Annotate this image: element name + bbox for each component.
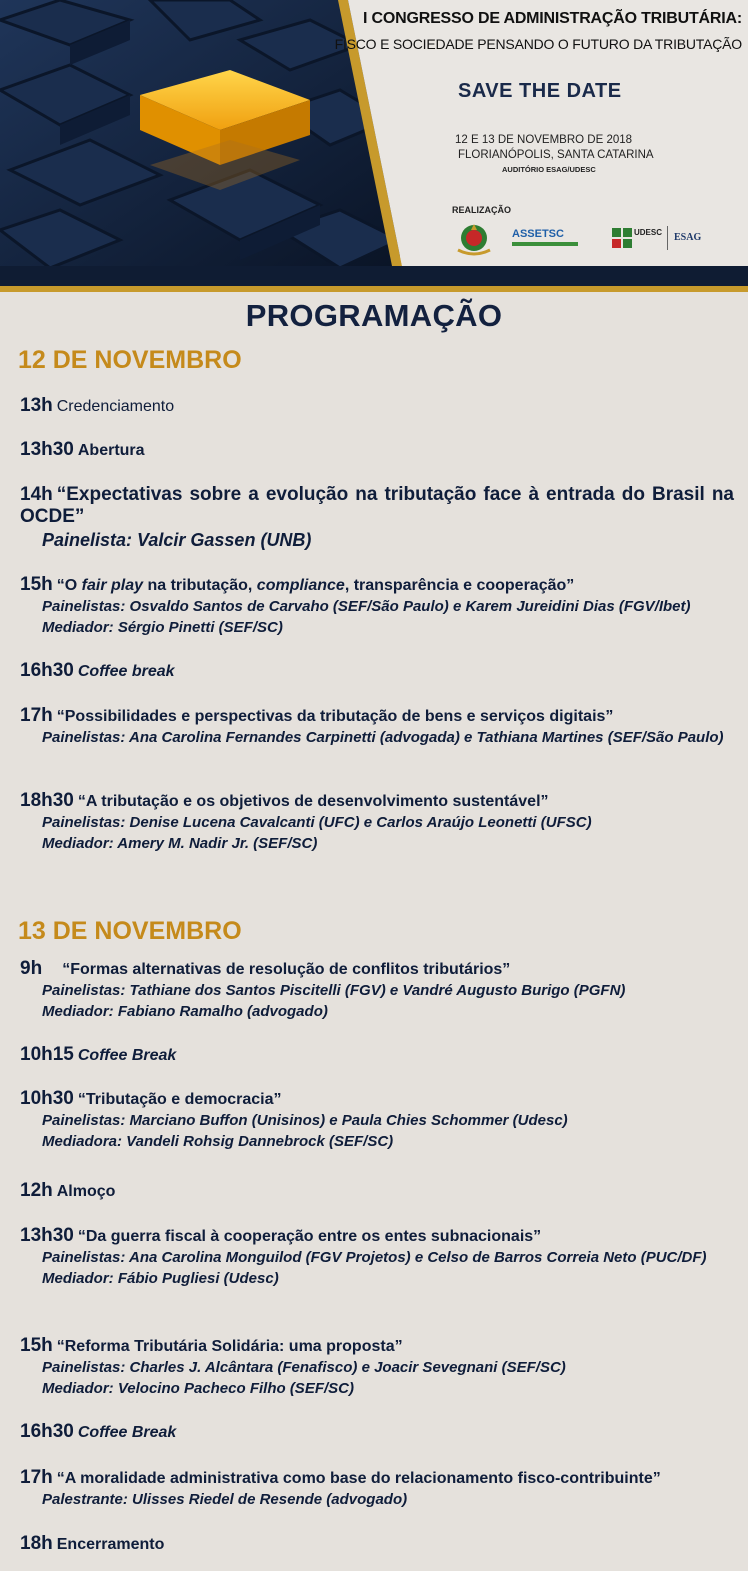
event-item: [20, 705, 734, 748]
assetsc-logo: ASSETSC: [512, 228, 564, 240]
event-time: 17h: [20, 705, 53, 726]
event-mediator: Mediador: Amery M. Nadir Jr. (SEF/SC): [42, 835, 318, 852]
event-speaker: Painelistas: Marciano Buffon (Unisinos) e Paula Chies Schommer (Udesc): [42, 1112, 568, 1129]
event-item: [20, 958, 734, 1022]
event-mediator: Mediador: Fábio Pugliesi (Udesc): [42, 1270, 279, 1287]
assetsc-logo-stripe: [512, 242, 578, 246]
event-title: Abertura: [77, 442, 145, 459]
event-item: [20, 574, 734, 638]
udesc-logo-text: UDESC: [634, 228, 663, 237]
event-venue: AUDITÓRIO ESAG/UDESC: [502, 165, 596, 174]
event-speaker: Painelistas: Ana Carolina Monguilod (FGV Projetos) e Celso de Barros Correia Neto (PUC/DF): [42, 1249, 707, 1266]
event-item: [20, 1421, 734, 1443]
event-title-part: compliance: [256, 577, 345, 594]
event-speaker: Painelistas: Denise Lucena Cavalcanti (UFC) e Carlos Araújo Leonetti (UFSC): [42, 814, 592, 831]
event-item: [20, 1533, 734, 1555]
event-time: 13h: [20, 395, 53, 416]
logo-divider: [667, 226, 668, 250]
event-item: [20, 395, 734, 417]
esag-logo: ESAG: [674, 232, 702, 243]
header-dark-band: [0, 266, 748, 286]
event-time: 15h: [20, 574, 53, 595]
event-time: 13h30: [20, 439, 74, 460]
event-mediator: Mediador: Sérgio Pinetti (SEF/SC): [42, 619, 283, 636]
event-time: 16h30: [20, 660, 74, 681]
event-mediator: Mediador: Fabiano Ramalho (advogado): [42, 1003, 328, 1020]
event-speaker: Painelistas: Ana Carolina Fernandes Carpinetti (advogada) e Tathiana Martines (SEF/São Paulo): [42, 729, 724, 746]
event-item: [20, 1088, 734, 1152]
congress-subtitle: FISCO E SOCIEDADE PENSANDO O FUTURO DA TRIBUTAÇÃO: [334, 36, 742, 52]
event-title: Coffee Break: [77, 1047, 177, 1064]
event-item: [20, 1335, 734, 1399]
event-banner: [0, 0, 748, 268]
event-title: “A tributação e os objetivos de desenvolvimento sustentável”: [77, 793, 549, 810]
event-title-part: fair play: [81, 577, 143, 594]
event-dates: 12 E 13 DE NOVEMBRO DE 2018: [455, 134, 633, 146]
event-mediator: Mediadora: Vandeli Rohsig Dannebrock (SEF/SC): [42, 1133, 394, 1150]
event-speaker: Painelista: Valcir Gassen (UNB): [42, 530, 312, 550]
event-title: “Possibilidades e perspectivas da tributação de bens e serviços digitais”: [56, 708, 614, 725]
event-item: [20, 1467, 734, 1510]
save-the-date: SAVE THE DATE: [458, 80, 622, 102]
event-title: “Expectativas sobre a evolução na tributação face à entrada do Brasil na OCDE”: [20, 484, 734, 527]
state-coat-of-arms-icon: [452, 220, 496, 256]
header-gold-band: [0, 286, 748, 292]
event-title: “Da guerra fiscal à cooperação entre os entes subnacionais”: [77, 1228, 542, 1245]
event-speaker: Painelistas: Charles J. Alcântara (Fenafisco) e Joacir Sevegnani (SEF/SC): [42, 1359, 566, 1376]
event-item: [20, 484, 734, 552]
event-title: “Reforma Tributária Solidária: uma proposta”: [56, 1338, 403, 1355]
event-time: 10h30: [20, 1088, 74, 1109]
event-time: 14h: [20, 484, 53, 505]
sponsor-logos: [452, 220, 712, 256]
event-speaker: Painelistas: Tathiane dos Santos Piscitelli (FGV) e Vandré Augusto Burigo (PGFN): [42, 982, 626, 999]
event-title: Almoço: [56, 1183, 116, 1200]
event-item: [20, 1225, 734, 1289]
event-time: 12h: [20, 1180, 53, 1201]
program-title: PROGRAMAÇÃO: [245, 298, 503, 333]
event-time: 18h30: [20, 790, 74, 811]
event-title: Encerramento: [56, 1536, 165, 1553]
event-title: “Formas alternativas de resolução de conflitos tributários”: [62, 961, 511, 978]
event-item: [20, 1180, 734, 1202]
event-title-part: na tributação,: [143, 577, 257, 594]
event-item: [20, 1044, 734, 1066]
day1-heading: 12 DE NOVEMBRO: [18, 346, 242, 374]
event-title-part: “O: [56, 577, 82, 594]
day2-heading: 13 DE NOVEMBRO: [18, 917, 242, 945]
event-title-part: , transparência e cooperação”: [344, 577, 575, 594]
event-item: [20, 439, 734, 461]
event-time: 15h: [20, 1335, 53, 1356]
event-title: “Tributação e democracia”: [77, 1091, 282, 1108]
event-time: 18h: [20, 1533, 53, 1554]
event-title: Credenciamento: [56, 398, 175, 415]
event-title: Coffee Break: [77, 1424, 177, 1441]
event-title: Coffee break: [77, 663, 175, 680]
event-mediator: Mediador: Velocino Pacheco Filho (SEF/SC): [42, 1380, 354, 1397]
event-city: FLORIANÓPOLIS, SANTA CATARINA: [458, 149, 654, 161]
event-time: 13h30: [20, 1225, 74, 1246]
realizacao-label: REALIZAÇÃO: [452, 205, 511, 215]
udesc-logo-icon: [612, 228, 632, 248]
event-title: “A moralidade administrativa como base do relacionamento fisco-contribuinte”: [56, 1470, 661, 1487]
event-speaker: Palestrante: Ulisses Riedel de Resende (advogado): [42, 1491, 408, 1508]
event-time: 9h: [20, 958, 43, 979]
event-item: [20, 660, 734, 682]
event-time: 10h15: [20, 1044, 74, 1065]
event-time: 17h: [20, 1467, 53, 1488]
event-time: 16h30: [20, 1421, 74, 1442]
event-item: [20, 790, 734, 854]
event-speaker: Painelistas: Osvaldo Santos de Carvaho (SEF/São Paulo) e Karem Jureidini Dias (FGV/Ibet): [42, 598, 691, 615]
congress-title: I CONGRESSO DE ADMINISTRAÇÃO TRIBUTÁRIA:: [363, 10, 742, 27]
